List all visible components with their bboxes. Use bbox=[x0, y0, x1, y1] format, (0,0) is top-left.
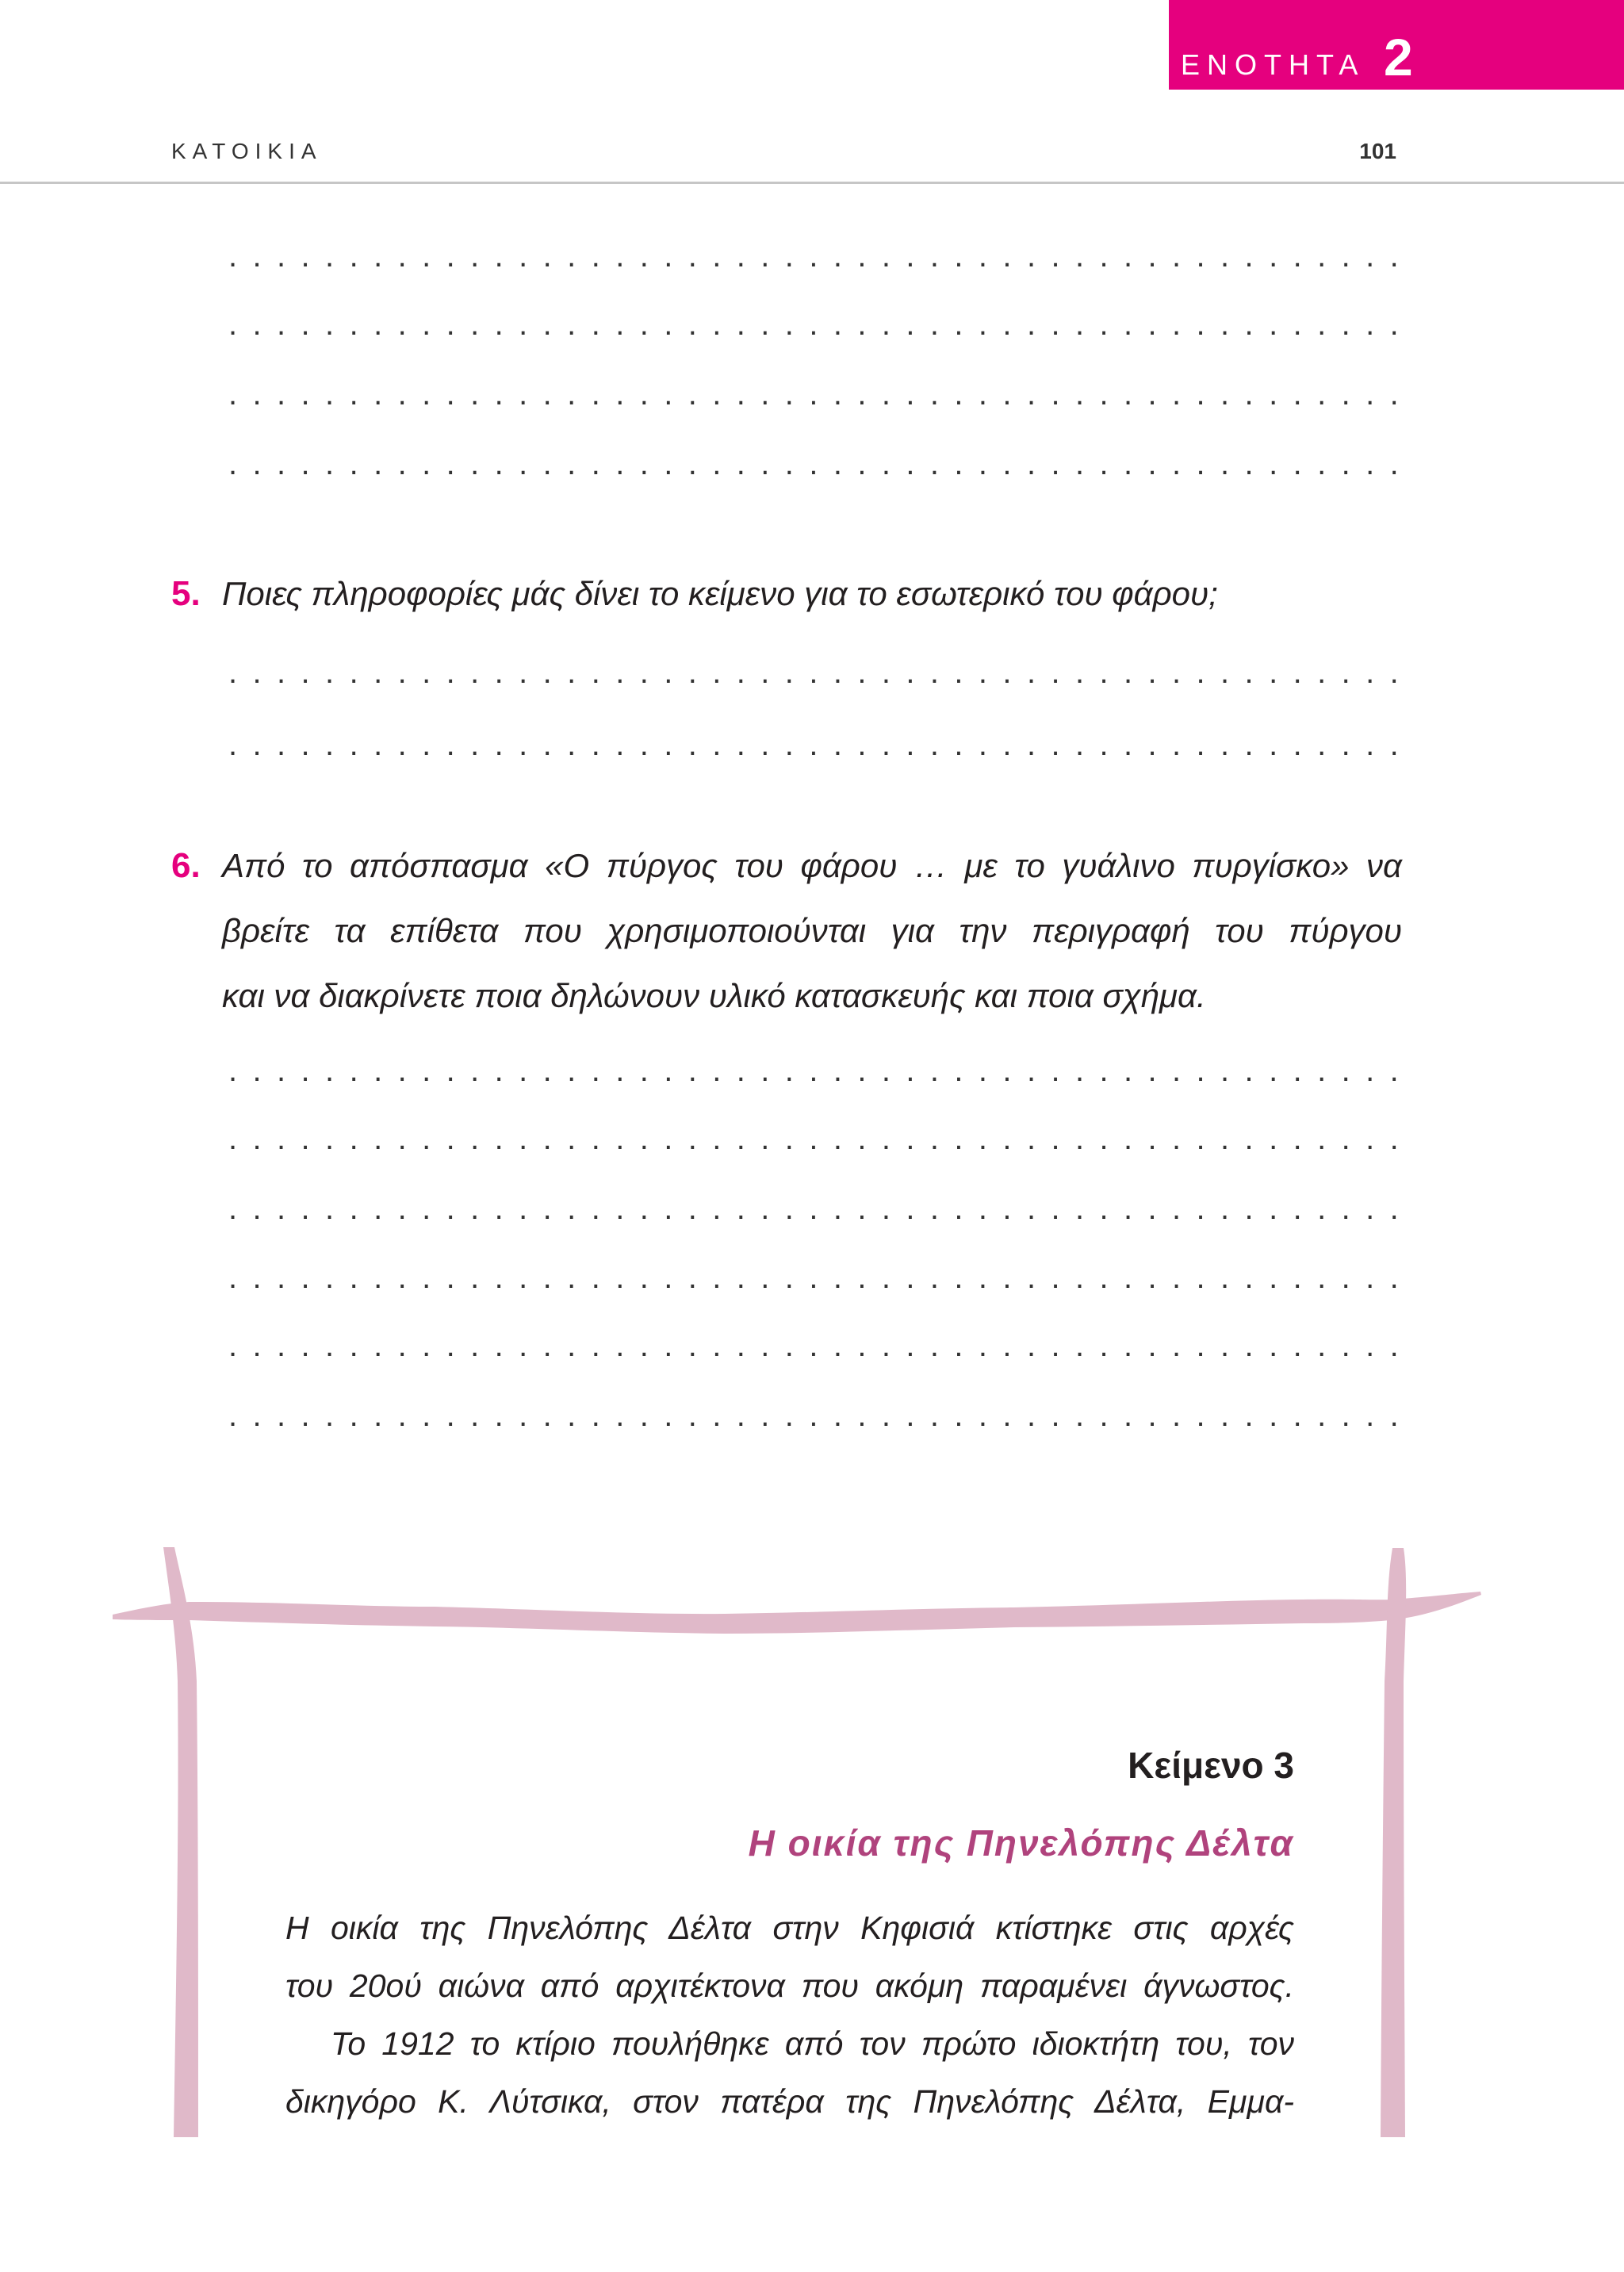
section-label: ΕΝΟΤΗΤΑ bbox=[1181, 48, 1365, 81]
question-number: 6. bbox=[171, 846, 201, 885]
answer-line: ................................................. bbox=[228, 307, 1415, 342]
question-text-line: βρείτε τα επίθετα που χρησιμοποιούνται για την περιγραφή του πύργου bbox=[222, 912, 1402, 949]
question-text-line: και να διακρίνετε ποια δηλώνουν υλικό κατασκευής και ποια σχήμα. bbox=[222, 977, 1206, 1014]
answer-line: ................................................. bbox=[228, 1053, 1415, 1088]
frame-right-stroke bbox=[1381, 1548, 1406, 2137]
answer-line: ................................................. bbox=[228, 1191, 1415, 1226]
text-title: Η οικία της Πηνελόπης Δέλτα bbox=[748, 1822, 1294, 1864]
paragraph-line: Η οικία της Πηνελόπης Δέλτα στην Κηφισιά κτίστηκε στις αρχές bbox=[285, 1910, 1294, 1946]
answer-line: ................................................. bbox=[228, 1328, 1415, 1363]
section-number: 2 bbox=[1384, 28, 1413, 86]
answer-line: ................................................. bbox=[228, 446, 1415, 481]
answer-line: ................................................. bbox=[228, 655, 1415, 690]
frame-top-stroke bbox=[113, 1592, 1481, 1634]
text-heading: Κείμενο 3 bbox=[1128, 1745, 1294, 1786]
answer-line: ................................................. bbox=[228, 1121, 1415, 1156]
question-5 bbox=[171, 561, 1408, 626]
section-tab bbox=[1169, 0, 1624, 90]
question-6 bbox=[171, 833, 1408, 1029]
answer-line: ................................................. bbox=[228, 1398, 1415, 1433]
answer-line: ................................................. bbox=[228, 1260, 1415, 1295]
paragraph-line: Το 1912 το κτίριο πουλήθηκε από τον πρώτο ιδιοκτήτη του, τον bbox=[331, 2025, 1294, 2062]
answer-line: ................................................. bbox=[228, 377, 1415, 412]
page-number: 101 bbox=[1359, 139, 1396, 163]
answer-line: ................................................. bbox=[228, 727, 1415, 762]
question-text-line: Από το απόσπασμα «Ο πύργος του φάρου … με το γυάλινο πυργίσκο» να bbox=[222, 847, 1402, 884]
header-divider bbox=[0, 182, 1624, 184]
running-title: ΚΑΤΟΙΚΙΑ bbox=[171, 139, 323, 163]
question-number: 5. bbox=[171, 574, 201, 613]
frame-left-stroke bbox=[163, 1547, 198, 2137]
text-paragraph bbox=[285, 1899, 1294, 2131]
question-text-line: Ποιες πληροφορίες μάς δίνει το κείμενο για το εσωτερικό του φάρου; bbox=[222, 575, 1218, 612]
paragraph-line: δικηγόρο Κ. Λύτσικα, στον πατέρα της Πηνελόπης Δέλτα, Εμμα- bbox=[285, 2083, 1294, 2120]
answer-line: ................................................. bbox=[228, 239, 1415, 274]
paragraph-line: του 20ού αιώνα από αρχιτέκτονα που ακόμη παραμένει άγνωστος. bbox=[285, 1967, 1294, 2004]
